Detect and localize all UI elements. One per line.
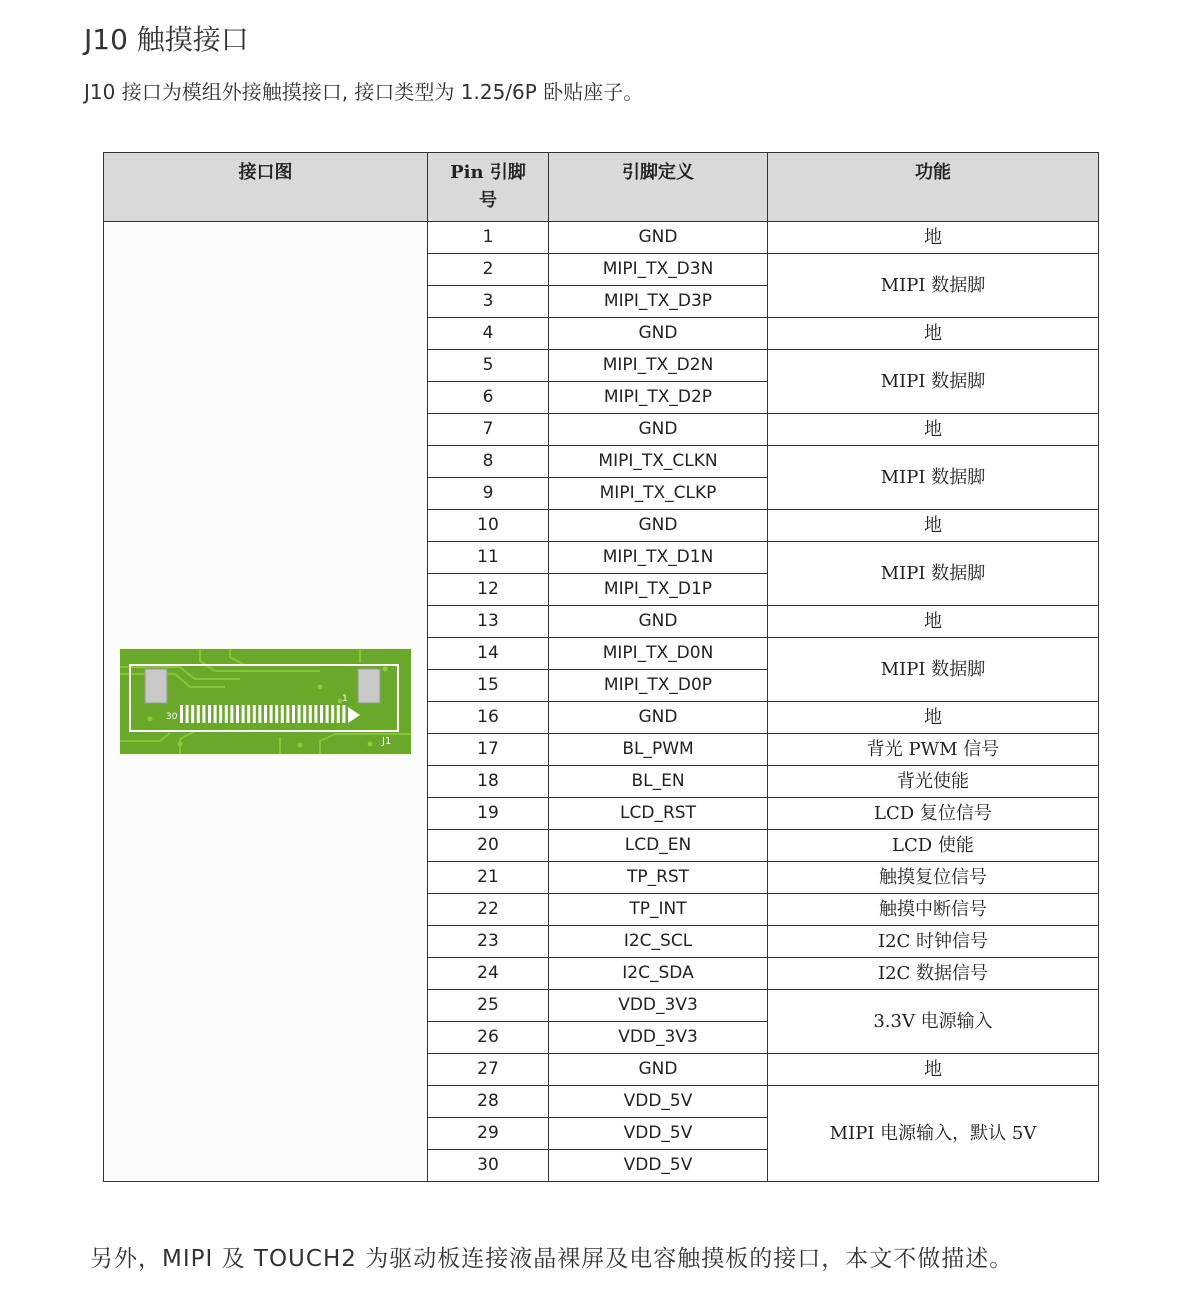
pin-definition: MIPI_TX_D2P xyxy=(549,382,768,414)
connector-pcb-image xyxy=(120,649,411,754)
pin-definition: GND xyxy=(549,222,768,254)
pin-definition: GND xyxy=(549,510,768,542)
pin-number: 30 xyxy=(428,1150,549,1182)
table-header-row xyxy=(104,153,1099,222)
pin-number: 23 xyxy=(428,926,549,958)
pin-function: 地 xyxy=(768,702,1099,734)
pin-pad xyxy=(309,705,312,723)
pin-number: 8 xyxy=(428,446,549,478)
pin-definition: MIPI_TX_CLKN xyxy=(549,446,768,478)
pin-table xyxy=(103,152,1099,1182)
pin-number: 28 xyxy=(428,1086,549,1118)
pin-pad xyxy=(225,705,228,723)
pcb-via xyxy=(298,743,303,748)
header-diagram: 接口图 xyxy=(104,153,428,222)
pin-definition: BL_EN xyxy=(549,766,768,798)
pin-number: 17 xyxy=(428,734,549,766)
pin-number: 19 xyxy=(428,798,549,830)
pcb-via xyxy=(368,742,373,747)
pin-definition: VDD_5V xyxy=(549,1118,768,1150)
pin-definition: VDD_5V xyxy=(549,1086,768,1118)
header-definition: 引脚定义 xyxy=(549,153,768,222)
pin-number: 13 xyxy=(428,606,549,638)
pin-definition: VDD_3V3 xyxy=(549,1022,768,1054)
pin-function: 3.3V 电源输入 xyxy=(768,990,1099,1054)
pin-definition: MIPI_TX_D2N xyxy=(549,350,768,382)
pin-pad xyxy=(202,705,205,723)
pin-number: 4 xyxy=(428,318,549,350)
pin-function: I2C 时钟信号 xyxy=(768,926,1099,958)
pin-pad xyxy=(281,705,284,723)
pin-pad xyxy=(314,705,317,723)
pin-definition: GND xyxy=(549,702,768,734)
pin-number: 27 xyxy=(428,1054,549,1086)
pin-definition: GND xyxy=(549,414,768,446)
pin-pad xyxy=(230,705,233,723)
pin-number: 14 xyxy=(428,638,549,670)
pin-function: 触摸中断信号 xyxy=(768,894,1099,926)
pin-number: 1 xyxy=(428,222,549,254)
pin-number: 15 xyxy=(428,670,549,702)
pin-function: 地 xyxy=(768,606,1099,638)
pin-definition: MIPI_TX_D0N xyxy=(549,638,768,670)
pin-function: I2C 数据信号 xyxy=(768,958,1099,990)
pin-number: 16 xyxy=(428,702,549,734)
pin-pad xyxy=(270,705,273,723)
pin-pad xyxy=(186,705,189,723)
pin-pad xyxy=(247,705,250,723)
pin-definition: MIPI_TX_D1N xyxy=(549,542,768,574)
pin-pad xyxy=(253,705,256,723)
pin-pad xyxy=(337,705,340,723)
pin-pad xyxy=(214,705,217,723)
pin-number: 10 xyxy=(428,510,549,542)
pin-function: 地 xyxy=(768,222,1099,254)
label-30: 30 xyxy=(166,712,178,722)
pin-definition: VDD_3V3 xyxy=(549,990,768,1022)
pin-number: 25 xyxy=(428,990,549,1022)
pin-pad xyxy=(197,705,200,723)
pin-number: 24 xyxy=(428,958,549,990)
pin-definition: LCD_EN xyxy=(549,830,768,862)
header-pin-line1: Pin 引脚 xyxy=(450,162,526,183)
pin-number: 11 xyxy=(428,542,549,574)
pin-definition: MIPI_TX_D0P xyxy=(549,670,768,702)
pin-definition: TP_RST xyxy=(549,862,768,894)
pin-definition: TP_INT xyxy=(549,894,768,926)
pin-number: 26 xyxy=(428,1022,549,1054)
pcb-via xyxy=(318,685,323,690)
pin-pad xyxy=(219,705,222,723)
pin-pad xyxy=(331,705,334,723)
pin-definition: MIPI_TX_CLKP xyxy=(549,478,768,510)
pin-function: MIPI 数据脚 xyxy=(768,254,1099,318)
pin-pad xyxy=(208,705,211,723)
pin-function: LCD 使能 xyxy=(768,830,1099,862)
pin-pad xyxy=(242,705,245,723)
pin-number: 29 xyxy=(428,1118,549,1150)
pin-pad xyxy=(191,705,194,723)
pin-function: MIPI 数据脚 xyxy=(768,446,1099,510)
pin-definition: I2C_SCL xyxy=(549,926,768,958)
pin-function: 地 xyxy=(768,1054,1099,1086)
pin-number: 21 xyxy=(428,862,549,894)
pin-definition: GND xyxy=(549,1054,768,1086)
pcb-via xyxy=(178,742,183,747)
pin-pad xyxy=(320,705,323,723)
pin-number: 22 xyxy=(428,894,549,926)
mount-pad-right xyxy=(358,669,380,703)
pin-function: 地 xyxy=(768,510,1099,542)
pin-pad xyxy=(258,705,261,723)
pin-pad xyxy=(326,705,329,723)
table-row xyxy=(104,222,1099,254)
page-title: J10 触摸接口 xyxy=(84,23,249,56)
header-pin-line2: 号 xyxy=(479,190,497,211)
pin-number: 7 xyxy=(428,414,549,446)
pin-pad xyxy=(298,705,301,723)
label-j1: J1 xyxy=(382,736,392,747)
pin-function: MIPI 数据脚 xyxy=(768,542,1099,606)
pin-definition: GND xyxy=(549,606,768,638)
pin-definition: LCD_RST xyxy=(549,798,768,830)
pin-number: 5 xyxy=(428,350,549,382)
pin-number: 20 xyxy=(428,830,549,862)
pin-definition: BL_PWM xyxy=(549,734,768,766)
pin-function: MIPI 电源输入，默认 5V xyxy=(768,1086,1099,1182)
pin-definition: VDD_5V xyxy=(549,1150,768,1182)
pcb-via xyxy=(148,717,153,722)
pin-pad xyxy=(275,705,278,723)
pin-pad xyxy=(180,705,183,723)
pcb-via xyxy=(383,667,388,672)
pin-pad xyxy=(342,705,345,723)
pin-number: 9 xyxy=(428,478,549,510)
pin-definition: I2C_SDA xyxy=(549,958,768,990)
connector-diagram-cell xyxy=(104,222,428,1182)
pin-definition: MIPI_TX_D3P xyxy=(549,286,768,318)
pin-function: 触摸复位信号 xyxy=(768,862,1099,894)
pin-function: 地 xyxy=(768,318,1099,350)
pin-pad xyxy=(236,705,239,723)
header-pin xyxy=(428,153,549,222)
pin-number: 18 xyxy=(428,766,549,798)
pin-function: MIPI 数据脚 xyxy=(768,638,1099,702)
pin-pad xyxy=(286,705,289,723)
intro-text: J10 接口为模组外接触摸接口, 接口类型为 1.25/6P 卧贴座子。 xyxy=(84,80,644,104)
pin-number: 12 xyxy=(428,574,549,606)
pin-definition: MIPI_TX_D3N xyxy=(549,254,768,286)
pin-function: 背光 PWM 信号 xyxy=(768,734,1099,766)
label-1: 1 xyxy=(342,694,348,704)
pin-pad xyxy=(292,705,295,723)
pin-definition: GND xyxy=(549,318,768,350)
pin-function: 背光使能 xyxy=(768,766,1099,798)
pin-pad xyxy=(303,705,306,723)
pin-number: 6 xyxy=(428,382,549,414)
mount-pad-left xyxy=(145,669,167,703)
pin-number: 3 xyxy=(428,286,549,318)
pin-function: MIPI 数据脚 xyxy=(768,350,1099,414)
pin-function: LCD 复位信号 xyxy=(768,798,1099,830)
pin-function: 地 xyxy=(768,414,1099,446)
header-function: 功能 xyxy=(768,153,1099,222)
pin-pad xyxy=(264,705,267,723)
footer-note: 另外，MIPI 及 TOUCH2 为驱动板连接液晶裸屏及电容触摸板的接口，本文不做描述。 xyxy=(90,1246,1014,1272)
pin-number: 2 xyxy=(428,254,549,286)
pin-definition: MIPI_TX_D1P xyxy=(549,574,768,606)
